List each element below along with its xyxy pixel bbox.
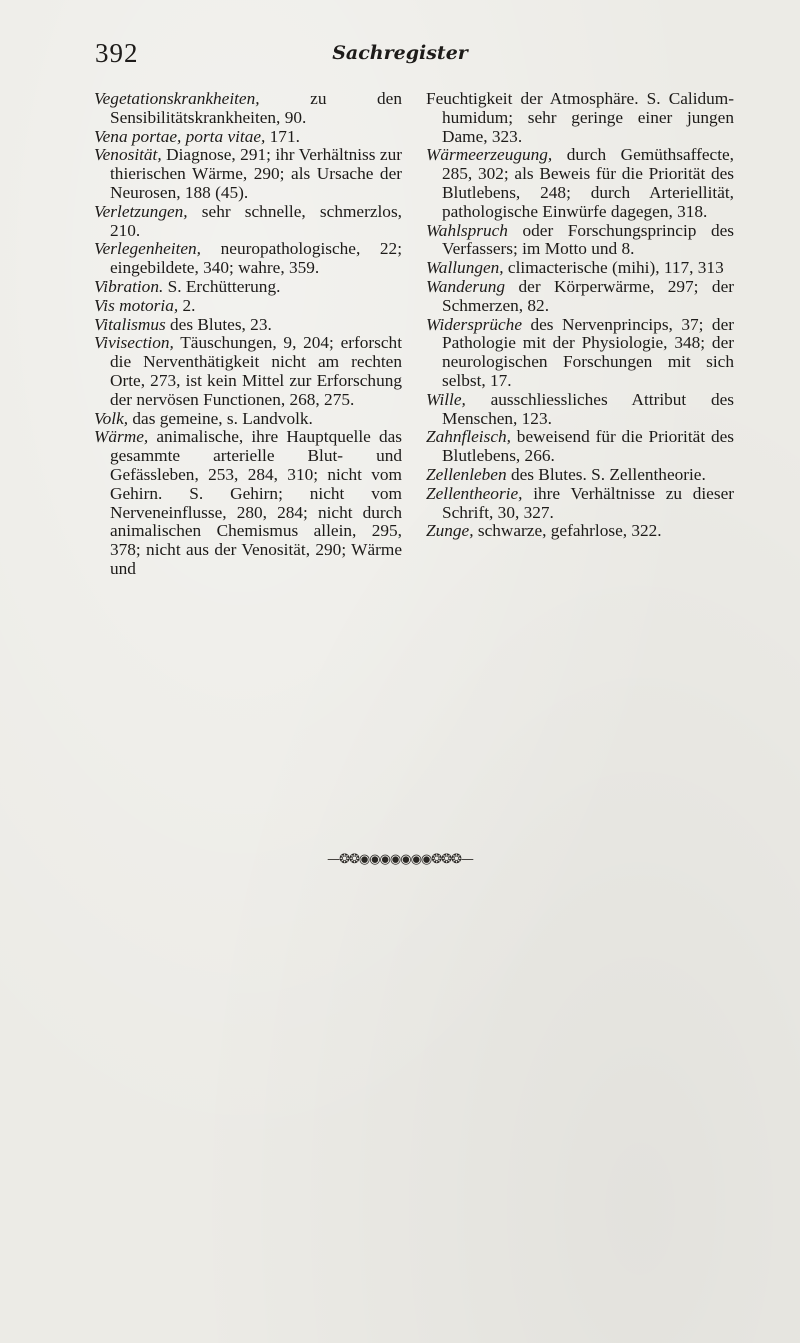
index-text: das gemeine, s. Landvolk. [128,408,313,428]
index-entry [426,316,734,391]
index-entry [426,466,734,485]
index-term: Vitalismus [94,314,166,334]
index-term: Vis motoria, [94,295,179,315]
index-term: Zellentheorie, [426,483,523,503]
index-entry [94,203,402,241]
index-entry [426,259,734,278]
index-text: ihre Verhältnisse zu dieser Schrift, 30, 327. [442,483,734,522]
index-term: Vena portae, porta vitae, [94,126,266,146]
index-text: des Nervenprincips, 37; der Pathologie mit der Physiologie, 348; der neurologischen Forschungen mit sich selbst, 17. [442,314,734,390]
index-term: Wahlspruch [426,220,508,240]
page-number: 392 [95,38,139,68]
page-header [95,38,705,70]
index-term: Volk, [94,408,129,428]
index-entry [94,240,402,278]
index-entry [426,278,734,316]
index-text: schwarze, gefahrlose, 322. [473,521,662,541]
index-entry [94,128,402,147]
right-column [426,90,734,579]
index-text: der Körperwärme, 297; der Schmerzen, 82. [442,276,734,315]
index-entry [426,485,734,523]
index-term: Vibration. [94,276,164,296]
index-entry [94,334,402,409]
index-entry [426,391,734,429]
index-term: Wallungen, [426,258,504,278]
index-text: neuropathologische, 22; eingebildete, 340; wahre, 359. [110,239,402,278]
index-text: durch Gemüthsaffecte, 285, 302; als Beweis für die Priorität des Blutlebens, 248; durch Arteriellität, pathologische Einwürfe dagegen, 318. [442,145,734,221]
index-term: Zahnfleisch, [426,427,511,447]
index-term: Vegetationskrankheiten, [94,89,260,108]
index-term: Wille, [426,389,466,409]
index-text: oder Forschungsprincip des Verfassers; im Motto und 8. [442,220,734,259]
index-term: Vivisection, [94,333,174,353]
index-text: 171. [265,126,300,146]
index-term: Widersprüche [426,314,522,334]
index-entry [426,222,734,260]
index-entry [426,90,734,146]
index-text: des Blutes. S. Zellentheorie. [506,464,706,484]
index-entry [94,146,402,202]
index-text: des Blutes, 23. [165,314,272,334]
index-text: zu den Sensibilitätskrankheiten, 90. [110,89,402,127]
index-entry [426,522,734,541]
left-column [94,90,402,579]
index-term: Zellenleben [426,464,507,484]
index-entry [94,297,402,316]
index-text: beweisend für die Priorität des Blutlebens, 266. [442,427,734,466]
index-term: Verletzungen, [94,201,188,221]
index-entry [94,428,402,578]
index-term: Venosität, [94,145,162,165]
index-text: S. Erchütterung. [163,276,281,296]
index-text: Diagnose, 291; ihr Verhältniss zur thierischen Wärme, 290; als Ursache der Neurosen, 188 (45). [110,145,402,202]
index-term: Zunge, [426,521,474,541]
index-text: ausschliessliches Attribut des Menschen, 123. [442,389,734,428]
index-entry [426,428,734,466]
index-term: Wärmeerzeugung, [426,145,553,165]
running-head: Sachregister [332,42,468,64]
index-text: climacterische (mihi), 117, 313 [503,258,724,278]
index-entry [94,410,402,429]
index-term: Wärme, [94,427,149,447]
index-entry [94,278,402,297]
index-text: 2. [178,295,196,315]
index-text: animalische, ihre Hauptquelle das gesammte arterielle Blut- und Gefässleben, 253, 284, 310; nicht vom Gehirn. S. Gehirn; nicht vom Nerveneinflusse, 280, 284; nicht durch animalischen Chemismus allein, 295, 378; nicht aus der Venosität, 290; Wärme und [110,427,402,578]
index-entry [426,146,734,221]
index-term: Verlegenheiten, [94,239,202,259]
index-term: Wanderung [426,276,506,296]
index-entry [94,90,402,128]
index-text: Feuchtigkeit der Atmosphäre. S. Calidum-humidum; sehr geringe einer jungen Dame, 323. [426,89,734,146]
index-text: Täuschungen, 9, 204; erforscht die Nerventhätigkeit nicht am rechten Orte, 273, ist kein Mittel zur Erforschung der nervösen Functionen, 268, 275. [110,333,402,409]
index-text: sehr schnelle, schmerzlos, 210. [110,201,402,240]
index-entry [94,316,402,335]
end-ornament: —❂❂◉◉◉◉◉◉◉❂❂❂— [327,852,473,867]
index-columns [94,90,734,579]
